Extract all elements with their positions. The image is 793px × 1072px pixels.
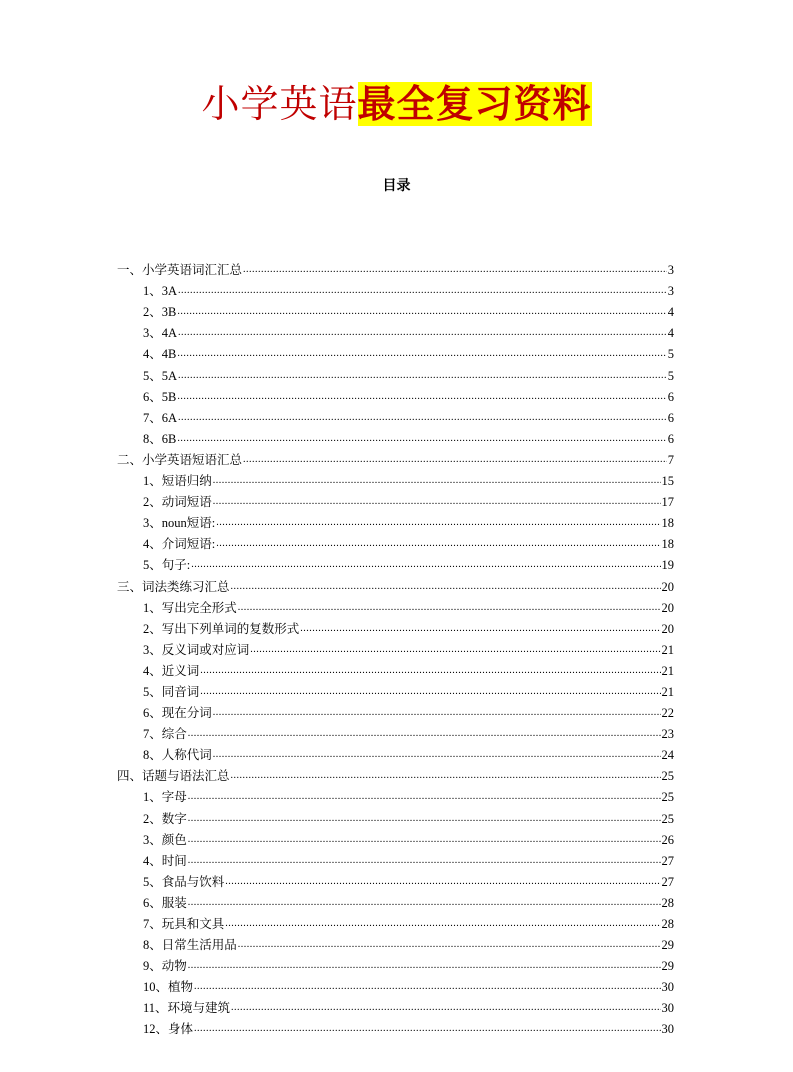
toc-subsection-entry[interactable] bbox=[117, 1016, 674, 1037]
toc-section-entry[interactable] bbox=[117, 573, 674, 594]
toc-page-number: 3 bbox=[667, 284, 674, 299]
toc-entry-label: 1、字母 bbox=[143, 790, 187, 805]
toc-subsection-entry[interactable] bbox=[117, 953, 674, 974]
toc-entry-label: 2、动词短语 bbox=[143, 495, 212, 510]
toc-dot-leader bbox=[188, 853, 661, 869]
toc-entry-label: 2、写出下列单词的复数形式 bbox=[143, 621, 300, 636]
toc-page-number: 25 bbox=[661, 790, 674, 805]
toc-entry-label: 7、综合 bbox=[143, 727, 187, 742]
toc-entry-label: 6、5B bbox=[143, 389, 177, 404]
toc-dot-leader bbox=[188, 726, 661, 742]
toc-dot-leader bbox=[178, 368, 667, 384]
toc-dot-leader bbox=[177, 431, 666, 447]
toc-entry-label: 5、同音词 bbox=[143, 684, 200, 699]
toc-dot-leader bbox=[213, 473, 661, 489]
toc-subsection-entry[interactable] bbox=[117, 742, 674, 763]
toc-entry-label: 8、6B bbox=[143, 431, 177, 446]
toc-entry-label: 6、现在分词 bbox=[143, 706, 212, 721]
toc-page-number: 24 bbox=[661, 748, 674, 763]
toc-dot-leader bbox=[300, 621, 660, 637]
toc-subsection-entry[interactable] bbox=[117, 341, 674, 362]
toc-dot-leader bbox=[178, 410, 667, 426]
toc-entry-label: 5、食品与饮料 bbox=[143, 874, 225, 889]
toc-subsection-entry[interactable] bbox=[117, 426, 674, 447]
toc-subsection-entry[interactable] bbox=[117, 637, 674, 658]
toc-dot-leader bbox=[243, 262, 667, 278]
toc-entry-label: 1、3A bbox=[143, 284, 178, 299]
toc-entry-label: 1、写出完全形式 bbox=[143, 600, 237, 615]
toc-page-number: 25 bbox=[661, 811, 674, 826]
toc-entry-label: 二、小学英语短语汇总 bbox=[117, 452, 243, 467]
title-plain: 小学英语 bbox=[201, 82, 358, 126]
document-title bbox=[0, 80, 793, 128]
toc-entry-label: 一、小学英语词汇汇总 bbox=[117, 263, 243, 278]
toc-dot-leader bbox=[177, 389, 666, 405]
toc-dot-leader bbox=[231, 768, 661, 784]
toc-entry-label: 9、动物 bbox=[143, 959, 187, 974]
toc-dot-leader bbox=[188, 895, 661, 911]
toc-page-number: 20 bbox=[661, 600, 674, 615]
toc-page-number: 30 bbox=[661, 1001, 674, 1016]
toc-page-number: 7 bbox=[667, 452, 674, 467]
toc-subsection-entry[interactable] bbox=[117, 320, 674, 341]
toc-page-number: 30 bbox=[661, 980, 674, 995]
toc-page-number: 6 bbox=[667, 410, 674, 425]
toc-page-number: 23 bbox=[661, 727, 674, 742]
toc-entry-label: 三、词法类练习汇总 bbox=[117, 579, 230, 594]
toc-subsection-entry[interactable] bbox=[117, 489, 674, 510]
toc-entry-label: 7、6A bbox=[143, 410, 178, 425]
toc-section-entry[interactable] bbox=[117, 257, 674, 278]
toc-page-number: 21 bbox=[661, 684, 674, 699]
toc-page-number: 29 bbox=[661, 938, 674, 953]
toc-dot-leader bbox=[213, 747, 661, 763]
toc-dot-leader bbox=[194, 1021, 660, 1037]
toc-entry-label: 4、时间 bbox=[143, 853, 187, 868]
toc-subsection-entry[interactable] bbox=[117, 299, 674, 320]
title-highlighted: 最全复习资料 bbox=[357, 82, 592, 126]
toc-dot-leader bbox=[178, 325, 667, 341]
toc-entry-label: 2、数字 bbox=[143, 811, 187, 826]
toc-entry-label: 4、近义词 bbox=[143, 663, 200, 678]
toc-subsection-entry[interactable] bbox=[117, 721, 674, 742]
toc-section-entry[interactable] bbox=[117, 763, 674, 784]
toc-entry-label: 4、4B bbox=[143, 347, 177, 362]
toc-page-number: 28 bbox=[661, 917, 674, 931]
toc-dot-leader bbox=[177, 304, 666, 320]
toc-page-number: 4 bbox=[667, 305, 674, 320]
toc-page-number: 21 bbox=[661, 642, 674, 657]
toc-subsection-entry[interactable] bbox=[117, 784, 674, 805]
toc-entry-label: 3、4A bbox=[143, 326, 178, 341]
toc-entry-label: 5、句子: bbox=[143, 558, 191, 573]
toc-subsection-entry[interactable] bbox=[117, 278, 674, 299]
toc-subsection-entry[interactable] bbox=[117, 595, 674, 616]
toc-subsection-entry[interactable] bbox=[117, 531, 674, 552]
table-of-contents bbox=[117, 257, 674, 1037]
toc-dot-leader bbox=[213, 705, 661, 721]
toc-subsection-entry[interactable] bbox=[117, 995, 674, 1016]
toc-dot-leader bbox=[200, 684, 660, 700]
toc-subsection-entry[interactable] bbox=[117, 827, 674, 848]
toc-entry-label: 2、3B bbox=[143, 305, 177, 320]
toc-dot-leader bbox=[216, 536, 660, 552]
toc-page-number: 4 bbox=[667, 326, 674, 341]
toc-entry-label: 3、颜色 bbox=[143, 832, 187, 847]
toc-page-number: 5 bbox=[667, 368, 674, 383]
toc-page-number: 17 bbox=[661, 495, 674, 510]
toc-subsection-entry[interactable] bbox=[117, 848, 674, 869]
toc-page-number: 22 bbox=[661, 706, 674, 721]
toc-dot-leader bbox=[231, 1000, 660, 1016]
toc-entry-label: 7、玩具和文具 bbox=[143, 917, 225, 931]
toc-page-number: 6 bbox=[667, 389, 674, 404]
toc-dot-leader bbox=[213, 494, 661, 510]
toc-entry-label: 12、身体 bbox=[143, 1022, 194, 1037]
toc-entry-label: 4、介词短语: bbox=[143, 537, 216, 552]
toc-subsection-entry[interactable] bbox=[117, 700, 674, 721]
toc-dot-leader bbox=[194, 979, 660, 995]
toc-page-number: 5 bbox=[667, 347, 674, 362]
toc-page-number: 3 bbox=[667, 263, 674, 278]
toc-page-number: 28 bbox=[661, 895, 674, 910]
toc-entry-label: 11、环境与建筑 bbox=[143, 1001, 231, 1016]
toc-entry-label: 四、话题与语法汇总 bbox=[117, 769, 230, 784]
toc-entry-label: 8、人称代词 bbox=[143, 748, 212, 763]
toc-page-number: 18 bbox=[661, 516, 674, 531]
toc-subsection-entry[interactable] bbox=[117, 362, 674, 383]
toc-entry-label: 3、noun短语: bbox=[143, 516, 216, 531]
toc-dot-leader bbox=[231, 579, 661, 595]
toc-dot-leader bbox=[177, 346, 666, 362]
toc-dot-leader bbox=[178, 283, 667, 299]
toc-entry-label: 8、日常生活用品 bbox=[143, 938, 237, 953]
toc-dot-leader bbox=[225, 874, 660, 890]
toc-page-number: 25 bbox=[661, 769, 674, 784]
toc-subsection-entry[interactable] bbox=[117, 869, 674, 890]
toc-subsection-entry[interactable] bbox=[117, 974, 674, 995]
toc-dot-leader bbox=[200, 663, 660, 679]
toc-entry-label: 5、5A bbox=[143, 368, 178, 383]
toc-dot-leader bbox=[238, 600, 661, 616]
toc-page-number: 30 bbox=[661, 1022, 674, 1037]
toc-dot-leader bbox=[188, 832, 661, 848]
toc-page-number: 27 bbox=[661, 853, 674, 868]
toc-subsection-entry[interactable] bbox=[117, 510, 674, 531]
toc-dot-leader bbox=[250, 642, 660, 658]
toc-page-number: 15 bbox=[661, 474, 674, 489]
toc-entry-label: 3、反义词或对应词 bbox=[143, 642, 250, 657]
toc-dot-leader bbox=[188, 811, 661, 827]
toc-dot-leader bbox=[225, 916, 660, 932]
toc-page-number: 26 bbox=[661, 832, 674, 847]
toc-subsection-entry[interactable] bbox=[117, 552, 674, 573]
toc-entry-label: 10、植物 bbox=[143, 980, 194, 995]
toc-dot-leader bbox=[188, 789, 661, 805]
toc-section-entry[interactable] bbox=[117, 447, 674, 468]
toc-page-number: 20 bbox=[661, 621, 674, 636]
toc-subsection-entry[interactable] bbox=[117, 405, 674, 426]
toc-page-number: 18 bbox=[661, 537, 674, 552]
toc-dot-leader bbox=[216, 515, 660, 531]
toc-page-number: 21 bbox=[661, 663, 674, 678]
toc-subsection-entry[interactable] bbox=[117, 679, 674, 700]
toc-dot-leader bbox=[188, 958, 661, 974]
toc-subsection-entry[interactable] bbox=[117, 616, 674, 637]
toc-subsection-entry[interactable] bbox=[117, 890, 674, 911]
toc-entry-label: 1、短语归纳 bbox=[143, 474, 212, 489]
toc-dot-leader bbox=[243, 452, 667, 468]
toc-dot-leader bbox=[191, 557, 660, 573]
toc-heading: 目录 bbox=[382, 178, 411, 194]
toc-subsection-entry[interactable] bbox=[117, 384, 674, 405]
toc-subsection-entry[interactable] bbox=[117, 932, 674, 953]
toc-page-number: 29 bbox=[661, 959, 674, 974]
toc-page-number: 27 bbox=[661, 874, 674, 889]
toc-page-number: 19 bbox=[661, 558, 674, 573]
toc-page-number: 6 bbox=[667, 431, 674, 446]
toc-entry-label: 6、服装 bbox=[143, 895, 187, 910]
toc-dot-leader bbox=[238, 937, 661, 953]
toc-subsection-entry[interactable] bbox=[117, 911, 674, 932]
toc-page-number: 20 bbox=[661, 579, 674, 594]
toc-subsection-entry[interactable] bbox=[117, 658, 674, 679]
toc-subsection-entry[interactable] bbox=[117, 805, 674, 826]
toc-subsection-entry[interactable] bbox=[117, 468, 674, 489]
